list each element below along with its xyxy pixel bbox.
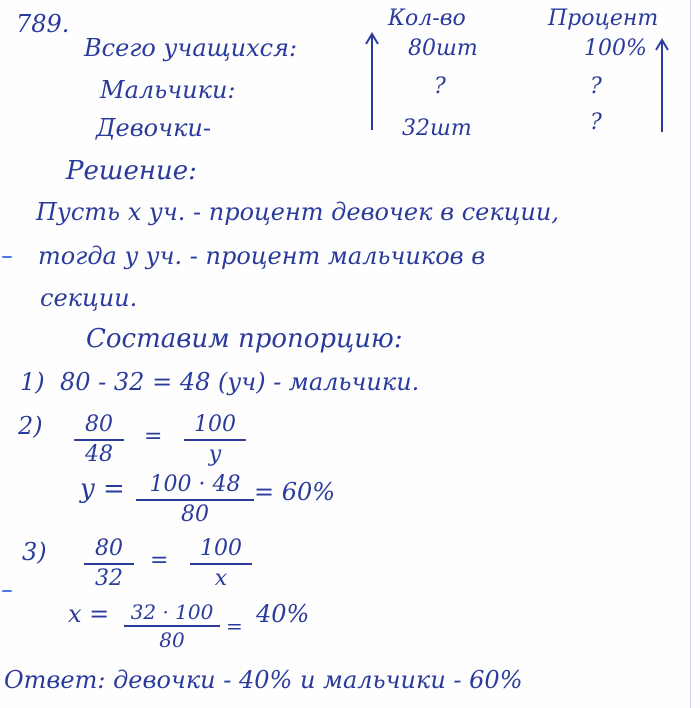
- step2b-fraction-numerator: 100 · 48: [149, 472, 241, 497]
- row-total-label: Всего учащихся:: [84, 34, 298, 62]
- answer-line: Ответ: девочки - 40% и мальчики - 60%: [4, 666, 523, 694]
- row-boys-label: Мальчики:: [100, 76, 236, 104]
- row-girls-count: 32шт: [402, 116, 472, 141]
- step3b-fraction: [124, 602, 220, 650]
- fraction-bar: [136, 499, 254, 501]
- let-line-2: тогда y уч. - процент мальчиков в: [38, 242, 486, 270]
- problem-number: 789.: [16, 10, 70, 38]
- step2-fraction-right-numerator: 100: [194, 412, 236, 437]
- row-girls-percent: ?: [590, 110, 602, 135]
- step3b-fraction-denominator: 80: [159, 628, 185, 652]
- row-boys-count: ?: [434, 74, 446, 99]
- fraction-bar: [190, 563, 252, 565]
- count-arrow-icon: [362, 30, 382, 134]
- step2b-fraction-denominator: 80: [181, 502, 209, 527]
- step3-fraction-right-denominator: x: [214, 566, 228, 591]
- percent-column-header: Процент: [548, 6, 659, 31]
- row-boys-percent: ?: [590, 74, 602, 99]
- solution-heading: Решение:: [66, 156, 197, 186]
- let-line-3: секции.: [40, 284, 138, 312]
- step3-fraction-left-denominator: 32: [95, 566, 123, 591]
- let-line-1: Пусть x уч. - процент девочек в секции,: [36, 198, 559, 226]
- step2b-fraction: [136, 474, 254, 526]
- fraction-bar: [184, 439, 246, 441]
- fraction-bar: [124, 625, 220, 627]
- step1-text: 80 - 32 = 48 (уч) - мальчики.: [60, 368, 420, 396]
- page-edge-line: [690, 0, 691, 708]
- step3b-fraction-numerator: 32 · 100: [130, 600, 214, 624]
- margin-tick: [2, 590, 12, 592]
- row-girls-label: Девочки-: [96, 114, 211, 142]
- fraction-bar: [84, 563, 134, 565]
- step3-number: 3): [22, 538, 47, 566]
- step2b-lhs: y =: [80, 474, 125, 504]
- step2-fraction-right: [184, 414, 246, 466]
- step2-number: 2): [18, 412, 43, 440]
- step3-fraction-right: [190, 538, 252, 590]
- margin-tick: [2, 256, 12, 258]
- step3b-equals: =: [226, 614, 243, 638]
- step3-fraction-left-numerator: 80: [95, 536, 123, 561]
- row-total-percent: 100%: [584, 36, 647, 61]
- step3-equals: =: [150, 548, 169, 573]
- step3b-lhs: x =: [68, 600, 110, 628]
- count-column-header: Кол-во: [388, 6, 466, 31]
- step2-fraction-left-denominator: 48: [85, 442, 113, 467]
- step2-fraction-left: [74, 414, 124, 466]
- step3-fraction-right-numerator: 100: [200, 536, 242, 561]
- step2b-result: = 60%: [254, 478, 336, 506]
- step3-fraction-left: [84, 538, 134, 590]
- step2-fraction-left-numerator: 80: [85, 412, 113, 437]
- step2-equals: =: [144, 424, 163, 449]
- fraction-bar: [74, 439, 124, 441]
- step2-fraction-right-denominator: y: [208, 442, 222, 467]
- percent-arrow-icon: [652, 36, 672, 136]
- step1-number: 1): [20, 368, 45, 396]
- row-total-count: 80шт: [408, 36, 478, 61]
- proportion-heading: Составим пропорцию:: [86, 324, 403, 354]
- step3b-result: 40%: [256, 600, 310, 628]
